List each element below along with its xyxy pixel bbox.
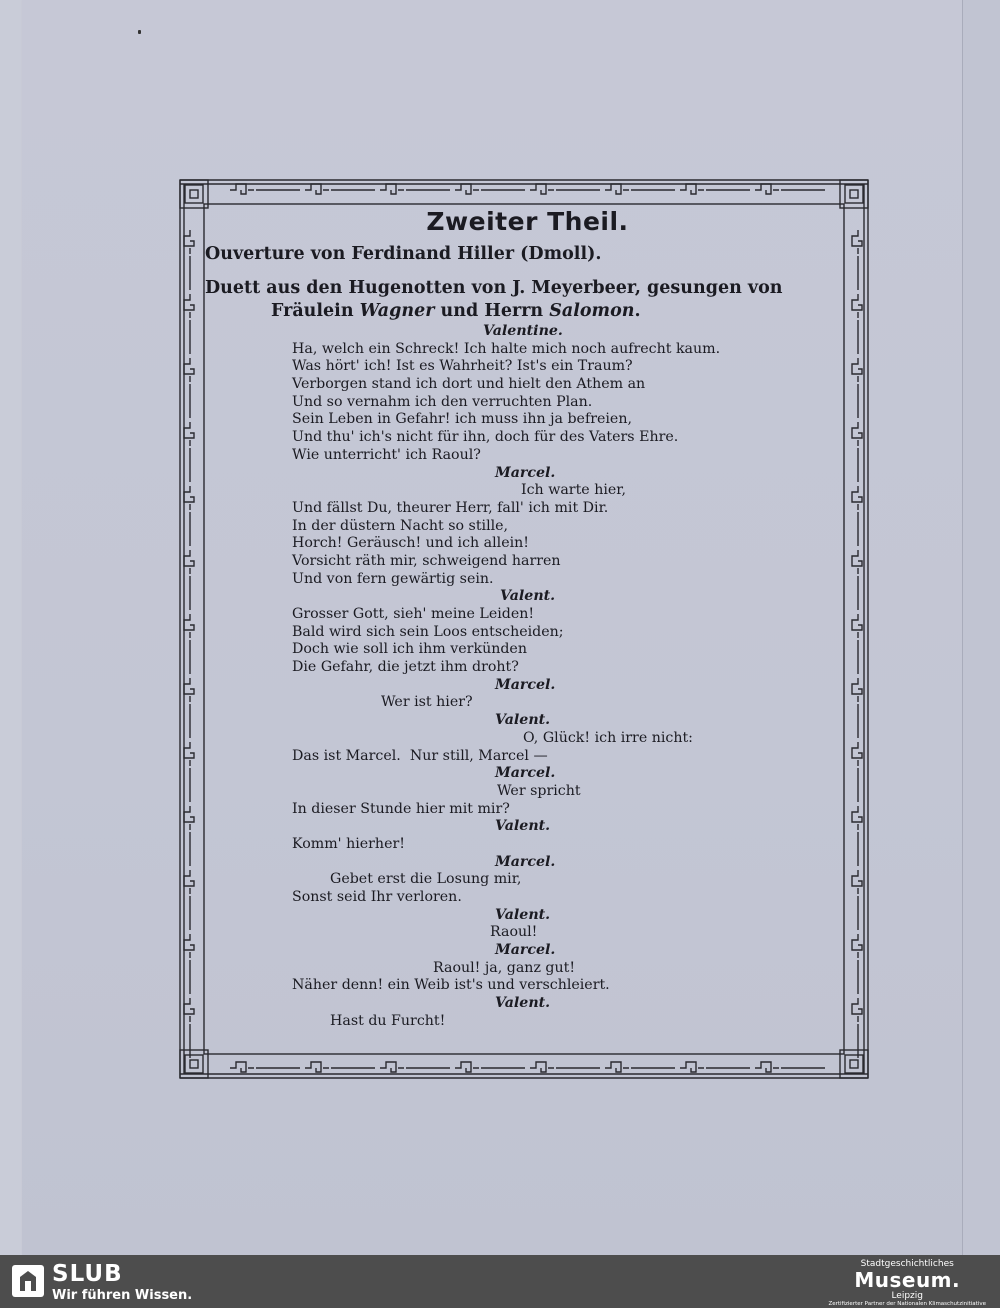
border-ornament — [852, 742, 862, 766]
section-title: Zweiter Theil. — [426, 207, 629, 236]
ink-speck — [138, 30, 141, 34]
border-ornament — [184, 230, 194, 254]
footer-bar — [0, 1255, 1000, 1308]
border-ornament — [852, 934, 862, 958]
libretto-line: Die Gefahr, die jetzt ihm droht? — [292, 659, 519, 676]
border-ornament — [852, 806, 862, 830]
border-ornament — [184, 422, 194, 446]
speaker-label: Marcel. — [495, 676, 556, 693]
libretto-line: In dieser Stunde hier mit mir? — [292, 800, 510, 817]
slub-brand[interactable]: SLUB — [52, 1261, 123, 1287]
libretto-line: Raoul! — [490, 924, 538, 941]
libretto-line: Sein Leben in Gefahr! ich muss ihn ja befreien, — [292, 411, 632, 428]
border-ornament — [852, 358, 862, 382]
speaker-label: Valentine. — [483, 323, 563, 339]
libretto-line: Doch wie soll ich ihm verkünden — [292, 641, 527, 658]
border-ornament — [852, 614, 862, 638]
border-ornament — [845, 1055, 863, 1073]
duet-post: . — [634, 301, 641, 321]
singer-salomon: Salomon — [549, 301, 635, 321]
libretto-line: In der düstern Nacht so stille, — [292, 517, 509, 534]
border-ornament — [852, 998, 862, 1022]
border-ornament — [230, 184, 254, 194]
libretto-line: Und fällst Du, theurer Herr, fall' ich mit Dir. — [292, 499, 609, 516]
border-ornament — [680, 184, 704, 194]
border-ornament — [305, 184, 329, 194]
museum-city: Leipzig — [891, 1291, 923, 1301]
libretto-line: Und thu' ich's nicht für ihn, doch für des Vaters Ehre. — [292, 429, 679, 446]
libretto-line: Wie unterricht' ich Raoul? — [292, 446, 481, 463]
border-ornament — [605, 1062, 629, 1072]
museum-logo[interactable] — [828, 1259, 986, 1307]
border-ornament — [755, 184, 779, 194]
duet-mid: und Herrn — [434, 301, 550, 321]
libretto-line: Komm' hierher! — [292, 835, 405, 852]
border-ornament — [184, 934, 194, 958]
speaker-label: Valent. — [495, 712, 551, 729]
border-ornament — [845, 185, 863, 203]
libretto-line: Näher denn! ein Weib ist's und verschleiert. — [292, 977, 610, 994]
speaker-label: Valent. — [495, 818, 551, 835]
border-ornament — [380, 184, 404, 194]
slub-tagline: Wir führen Wissen. — [52, 1288, 193, 1303]
libretto-line: Wer spricht — [497, 782, 581, 799]
border-ornament — [850, 190, 858, 198]
border-ornament — [852, 486, 862, 510]
border-ornament — [680, 1062, 704, 1072]
border-ornament — [455, 184, 479, 194]
libretto-line: Sonst seid Ihr verloren. — [292, 889, 462, 905]
libretto — [205, 323, 850, 1031]
libretto-line: Gebet erst die Losung mir, — [330, 871, 522, 888]
speaker-label: Marcel. — [495, 464, 556, 481]
border-ornament — [184, 998, 194, 1022]
border-ornament — [184, 486, 194, 510]
speaker-label: Valent. — [495, 906, 551, 923]
speaker-label: Marcel. — [495, 942, 556, 959]
libretto-line: Und von fern gewärtig sein. — [292, 570, 494, 587]
border-ornament — [184, 870, 194, 894]
libretto-line: Hast du Furcht! — [330, 1012, 446, 1029]
libretto-line: Grosser Gott, sieh' meine Leiden! — [292, 606, 535, 622]
libretto-line: Vorsicht räth mir, schweigend harren — [292, 552, 561, 569]
singer-wagner: Wagner — [359, 301, 435, 321]
border-ornament — [184, 294, 194, 318]
libretto-line: Verborgen stand ich dort und hielt den Athem an — [292, 376, 646, 393]
border-ornament — [852, 422, 862, 446]
speaker-label: Valent. — [500, 588, 556, 605]
duet-pre: Fräulein — [271, 301, 360, 321]
duet-entry — [205, 277, 850, 323]
border-ornament — [190, 1060, 198, 1068]
border-ornament — [305, 1062, 329, 1072]
border-ornament — [184, 358, 194, 382]
libretto-line: Raoul! ja, ganz gut! — [433, 959, 576, 976]
border-ornament — [184, 614, 194, 638]
slub-logo-icon — [12, 1265, 44, 1297]
libretto-line: Und so vernahm ich den verruchten Plan. — [292, 393, 593, 410]
border-ornament — [455, 1062, 479, 1072]
border-ornament — [530, 184, 554, 194]
border-ornament — [852, 678, 862, 702]
border-ornament — [184, 806, 194, 830]
border-ornament — [380, 1062, 404, 1072]
libretto-line: Ich warte hier, — [521, 482, 626, 499]
museum-note: Zertifizierter Partner der Nationalen Klimaschutzinitiative — [828, 1301, 986, 1307]
libretto-line: Das ist Marcel. Nur still, Marcel — — [292, 747, 548, 764]
border-ornament — [852, 230, 862, 254]
border-ornament — [230, 1062, 254, 1072]
border-ornament — [852, 870, 862, 894]
adjacent-page-edge — [962, 0, 1000, 1255]
speaker-label: Marcel. — [495, 853, 556, 870]
museum-top: Stadtgeschichtliches — [860, 1259, 954, 1269]
border-ornament — [184, 742, 194, 766]
program-text — [205, 205, 850, 1031]
border-ornament — [850, 1060, 858, 1068]
libretto-line: Ha, welch ein Schreck! Ich halte mich noch aufrecht kaum. — [292, 340, 721, 357]
libretto-line: Was hört' ich! Ist es Wahrheit? Ist's ein Traum? — [292, 358, 633, 375]
speaker-label: Valent. — [495, 995, 551, 1012]
museum-name: Museum. — [854, 1268, 961, 1292]
libretto-line: Horch! Geräusch! und ich allein! — [292, 535, 529, 552]
border-ornament — [852, 294, 862, 318]
border-ornament — [190, 190, 198, 198]
libretto-line: Bald wird sich sein Loos entscheiden; — [292, 623, 564, 640]
border-ornament — [852, 550, 862, 574]
duet-line-1: Duett aus den Hugenotten von J. Meyerbeer, gesungen von — [205, 278, 783, 298]
border-ornament — [530, 1062, 554, 1072]
border-ornament — [755, 1062, 779, 1072]
border-ornament — [185, 1055, 203, 1073]
border-ornament — [605, 184, 629, 194]
border-ornament — [184, 550, 194, 574]
libretto-line: Wer ist hier? — [381, 694, 473, 711]
border-ornament — [184, 678, 194, 702]
duet-line-2 — [205, 300, 850, 323]
overture-entry: Ouverture von Ferdinand Hiller (Dmoll). — [205, 244, 602, 264]
border-ornament — [185, 185, 203, 203]
speaker-label: Marcel. — [495, 765, 556, 782]
libretto-line: O, Glück! ich irre nicht: — [523, 729, 693, 746]
